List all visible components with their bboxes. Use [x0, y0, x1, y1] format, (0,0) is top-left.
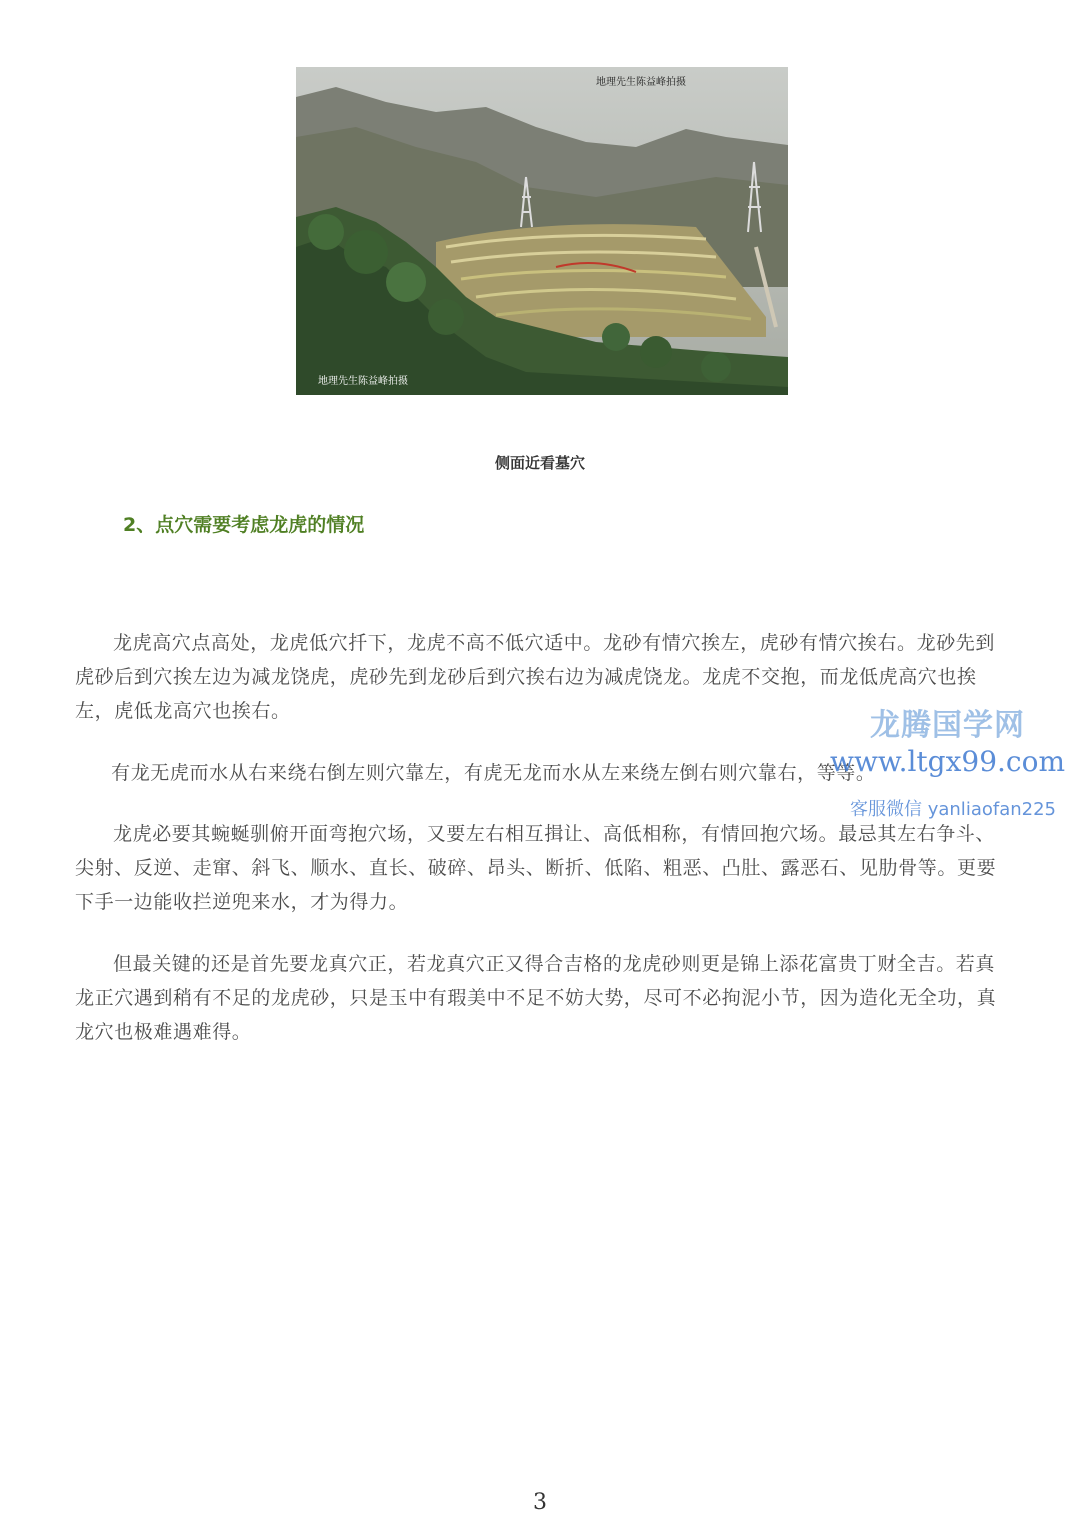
paragraph-4: 但最关键的还是首先要龙真穴正，若龙真穴正又得合吉格的龙虎砂则更是锦上添花富贵丁财全吉。若真龙正穴遇到稍有不足的龙虎砂，只是玉中有瑕美中不足不妨大势，尽可不必拘泥小节，因为造化无全功，真龙穴也极难遇难得。 [75, 953, 997, 1043]
section-heading: 2、点穴需要考虑龙虎的情况 [123, 514, 365, 536]
paragraph-2: 有龙无虎而水从右来绕右倒左则穴靠左，有虎无龙而水从左来绕左倒右则穴靠右，等等。 [111, 762, 876, 784]
photo-credit-bottom: 地理先生陈益峰拍摄 [318, 376, 408, 387]
watermark-url: www.ltgx99.com [830, 745, 1066, 778]
terraced-hillside-image [296, 67, 788, 395]
photo-caption: 侧面近看墓穴 [494, 454, 585, 472]
paragraph-1: 龙虎高穴点高处，龙虎低穴扦下，龙虎不高不低穴适中。龙砂有情穴挨左，虎砂有情穴挨右。龙砂先到虎砂后到穴挨左边为减龙饶虎，虎砂先到龙砂后到穴挨右边为减虎饶龙。龙虎不交抱，而龙低虎高穴也挨左，虎低龙高穴也挨右。 [75, 632, 996, 722]
page-number: 3 [533, 1490, 547, 1515]
photo-credit-top: 地理先生陈益峰拍摄 [596, 77, 686, 88]
paragraph-3: 龙虎必要其蜿蜒驯俯开面弯抱穴场，又要左右相互揖让、高低相称，有情回抱穴场。最忌其左右争斗、尖射、反逆、走窜、斜飞、顺水、直长、破碎、昂头、断折、低陷、粗恶、凸肚、露恶石、见肋骨等。更要下手一边能收拦逆兜来水，才为得力。 [75, 823, 997, 913]
landscape-photo [296, 67, 788, 395]
watermark-contact: 客服微信 yanliaofan225 [850, 799, 1056, 820]
watermark-site-name: 龙腾国学网 [870, 708, 1025, 743]
